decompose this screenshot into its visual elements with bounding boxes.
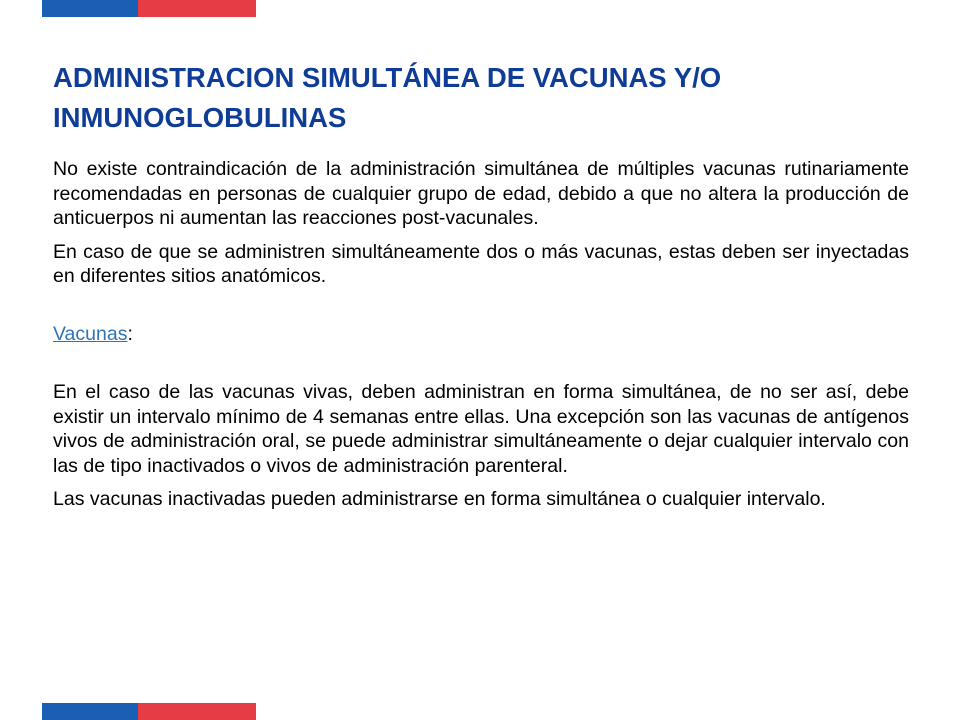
vacunas-heading [53, 322, 909, 347]
flag-blue-segment [42, 0, 138, 17]
slide-body [53, 157, 909, 521]
spacer [53, 298, 909, 323]
flag-red-segment [138, 0, 256, 17]
flag-blue-segment [42, 703, 138, 720]
vacunas-colon: : [127, 323, 133, 345]
top-flag-bar [42, 0, 256, 17]
paragraph-anatomic-sites: En caso de que se administren simultáneamente dos o más vacunas, estas deben ser inyectadas en diferentes sitios anatómicos. [53, 240, 909, 287]
bottom-flag-bar [42, 703, 256, 720]
spacer [53, 356, 909, 381]
paragraph-live-vaccines: En el caso de las vacunas vivas, deben administran en forma simultánea, de no ser así, debe existir un intervalo mínimo de 4 semanas entre ellas. Una excepción son las vacunas de antígenos vivos de administración oral, se puede administrar simultáneamente o dejar cualquier intervalo con las de tipo inactivados o vivos de administración parenteral. [53, 381, 909, 477]
vacunas-link[interactable]: Vacunas [53, 323, 128, 345]
flag-red-segment [138, 703, 256, 720]
paragraph-contraindication: No existe contraindicación de la administración simultánea de múltiples vacunas rutinariamente recomendadas en personas de cualquier grupo de edad, debido a que no altera la producción de anticuerpos ni aumentan las reacciones post-vacunales. [53, 158, 909, 229]
paragraph-inactivated-vaccines: Las vacunas inactivadas pueden administrarse en forma simultánea o cualquier intervalo. [53, 488, 826, 510]
slide-title: ADMINISTRACION SIMULTÁNEA DE VACUNAS Y/O INMUNOGLOBULINAS [53, 62, 722, 133]
